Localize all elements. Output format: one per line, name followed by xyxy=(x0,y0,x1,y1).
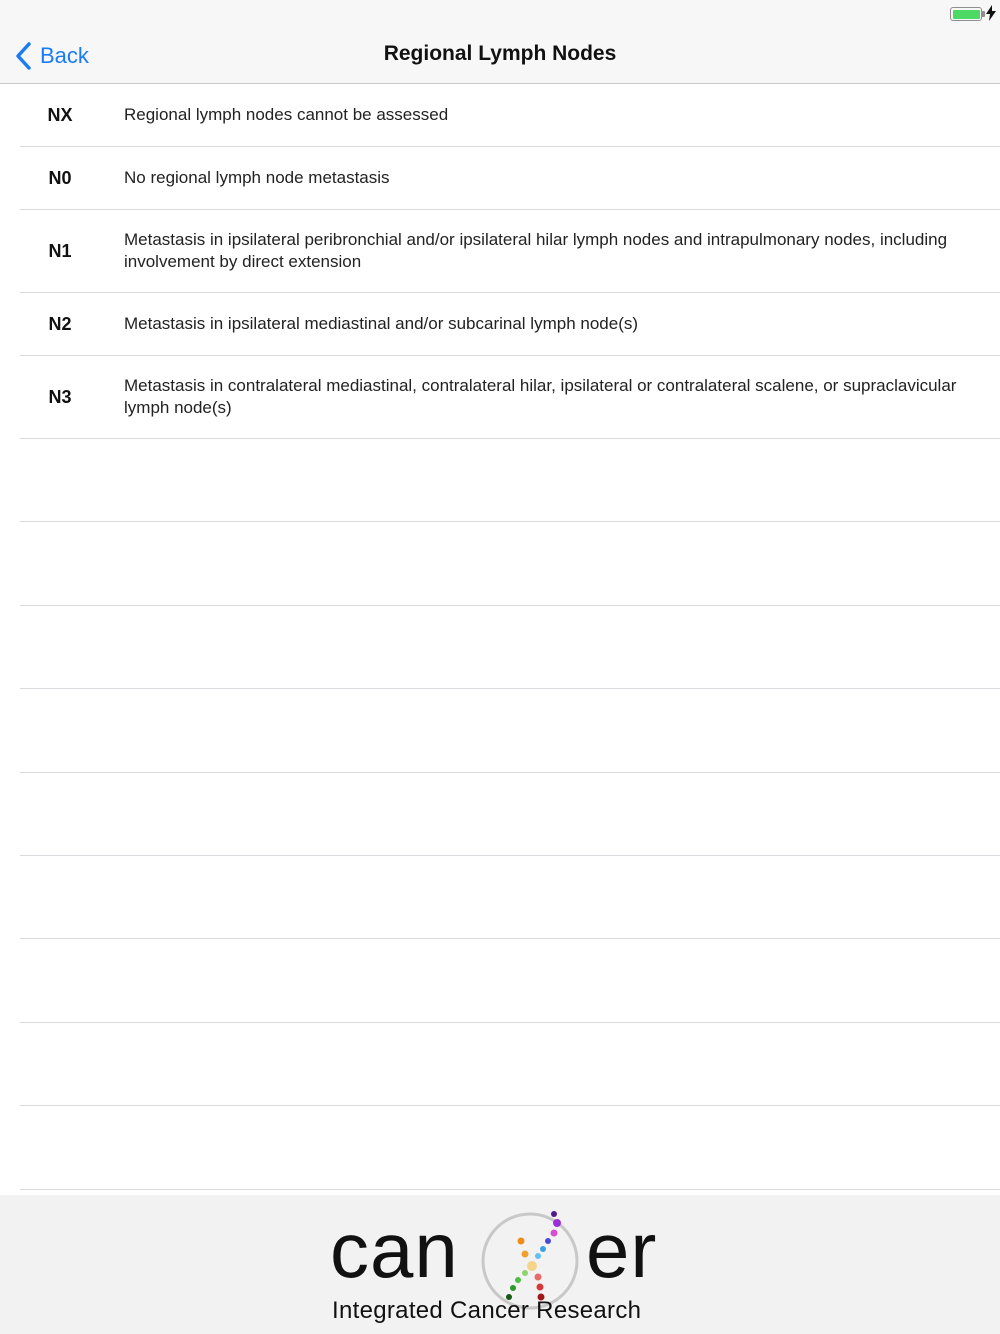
table-row[interactable] xyxy=(20,293,1000,356)
empty-row xyxy=(20,1106,1000,1189)
empty-row xyxy=(20,773,1000,856)
navigation-bar xyxy=(0,28,1000,84)
row-code: N0 xyxy=(48,167,72,188)
row-description: Metastasis in ipsilateral mediastinal and/or subcarinal lymph node(s) xyxy=(124,314,639,333)
battery-icon xyxy=(950,7,982,21)
logo-tagline: Integrated Cancer Research xyxy=(332,1297,642,1324)
row-description: Regional lymph nodes cannot be assessed xyxy=(124,105,449,124)
empty-row xyxy=(20,606,1000,689)
table-row[interactable] xyxy=(20,210,1000,293)
row-description: Metastasis in contralateral mediastinal, contralateral hilar, ipsilateral or contralateral scalene, or supraclavicular lymph node(s) xyxy=(124,376,957,417)
lymph-node-table xyxy=(0,84,1000,1190)
row-code: NX xyxy=(47,104,73,125)
table-row[interactable] xyxy=(20,147,1000,210)
battery-tip xyxy=(982,11,985,17)
back-label: Back xyxy=(40,43,89,68)
row-description: No regional lymph node metastasis xyxy=(124,168,390,187)
empty-row xyxy=(20,856,1000,939)
empty-row xyxy=(20,939,1000,1022)
empty-row xyxy=(20,522,1000,605)
row-code: N1 xyxy=(48,240,72,261)
page-title: Regional Lymph Nodes xyxy=(383,42,617,65)
row-code: N2 xyxy=(48,313,72,334)
logo-text-right: er xyxy=(586,1206,658,1294)
footer xyxy=(0,1195,1000,1334)
empty-row xyxy=(20,1023,1000,1106)
row-description: Metastasis in ipsilateral peribronchial and/or ipsilateral hilar lymph nodes and intrapulmonary nodes, including involvement by direct extension xyxy=(124,230,948,271)
charging-bolt-icon xyxy=(986,5,996,21)
canxer-logo xyxy=(330,1199,670,1329)
status-bar xyxy=(0,0,1000,28)
table-row[interactable] xyxy=(20,356,1000,439)
table-row[interactable] xyxy=(20,84,1000,147)
empty-row xyxy=(20,439,1000,522)
logo-text-left: can xyxy=(330,1206,459,1294)
row-code: N3 xyxy=(48,386,72,407)
empty-row xyxy=(20,689,1000,772)
